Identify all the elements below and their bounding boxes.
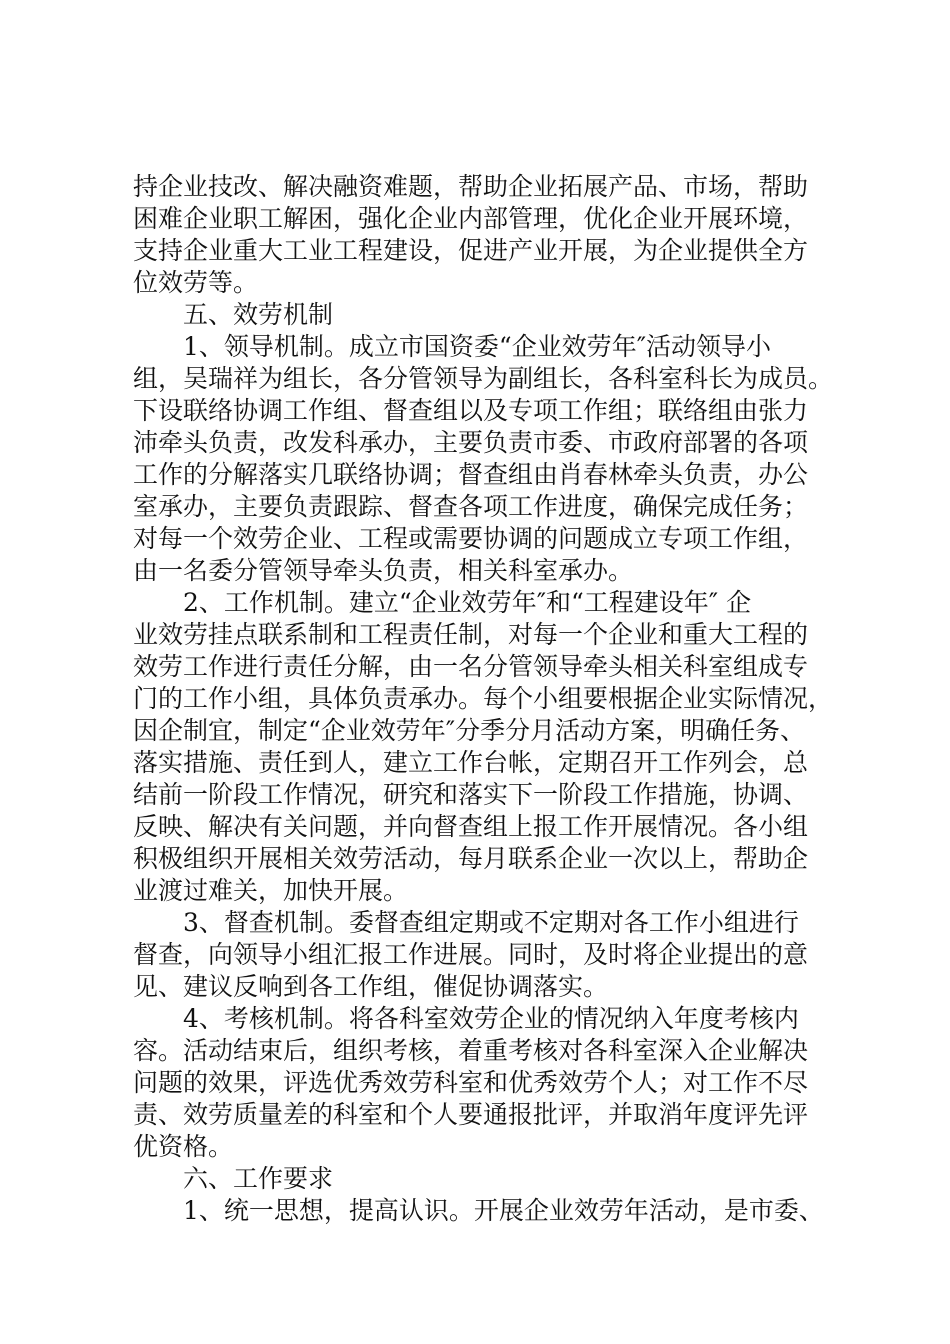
paragraph-first-line: 1、统一思想，提高认识。开展企业效劳年活动，是市委、	[183, 1196, 824, 1225]
text-line: 效劳工作进行责任分解，由一名分管领导牵头相关科室组成专	[133, 652, 809, 681]
paragraph-first-line: 六、工作要求	[183, 1164, 334, 1193]
text-line: 对每一个效劳企业、工程或需要协调的问题成立专项工作组，	[133, 524, 809, 553]
text-line: 沛牵头负责，改发科承办，主要负责市委、市政府部署的各项	[133, 428, 809, 457]
paragraph-first-line: 2、工作机制。建立“企业效劳年″和“工程建设年″ 企	[183, 588, 752, 617]
text-line: 下设联络协调工作组、督查组以及专项工作组；联络组由张力	[133, 396, 809, 425]
text-line: 容。活动结束后，组织考核，着重考核对各科室深入企业解决	[133, 1036, 809, 1065]
paragraph-first-line: 3、督查机制。委督查组定期或不定期对各工作小组进行	[183, 908, 799, 937]
text-line: 支持企业重大工业工程建设，促进产业开展，为企业提供全方	[133, 236, 809, 265]
text-line: 落实措施、责任到人，建立工作台帐，定期召开工作列会，总	[133, 748, 809, 777]
text-line: 业效劳挂点联系制和工程责任制，对每一个企业和重大工程的	[133, 620, 809, 649]
text-line: 室承办，主要负责跟踪、督查各项工作进度，确保完成任务；	[133, 492, 809, 521]
text-line: 积极组织开展相关效劳活动，每月联系企业一次以上，帮助企	[133, 844, 809, 873]
document-body	[133, 171, 833, 1227]
text-line: 因企制宜，制定“企业效劳年″分季分月活动方案，明确任务、	[133, 716, 806, 745]
paragraph-first-line: 五、效劳机制	[183, 300, 334, 329]
text-line: 组，吴瑞祥为组长，各分管领导为副组长，各科室科长为成员。	[133, 364, 834, 393]
text-line: 持企业技改、解决融资难题，帮助企业拓展产品、市场，帮助	[133, 172, 809, 201]
text-line: 优资格。	[133, 1132, 234, 1161]
text-line: 督查，向领导小组汇报工作进展。同时，及时将企业提出的意	[133, 940, 809, 969]
text-line: 反映、解决有关问题，并向督查组上报工作开展情况。各小组	[133, 812, 809, 841]
text-line: 责、效劳质量差的科室和个人要通报批评，并取消年度评先评	[133, 1100, 809, 1129]
text-line: 由一名委分管领导牵头负责，相关科室承办。	[133, 556, 634, 585]
text-line: 结前一阶段工作情况，研究和落实下一阶段工作措施，协调、	[133, 780, 809, 809]
paragraph-first-line: 1、领导机制。成立市国资委“企业效劳年″活动领导小	[183, 332, 772, 361]
text-line: 困难企业职工解困，强化企业内部管理，优化企业开展环境，	[133, 204, 809, 233]
text-line: 工作的分解落实几联络协调；督查组由肖春林牵头负责，办公	[133, 460, 809, 489]
text-line: 业渡过难关，加快开展。	[133, 876, 409, 905]
text-line: 门的工作小组，具体负责承办。每个小组要根据企业实际情况，	[133, 684, 834, 713]
text-line: 见、建议反响到各工作组，催促协调落实。	[133, 972, 609, 1001]
text-line: 位效劳等。	[133, 268, 259, 297]
text-line: 问题的效果，评选优秀效劳科室和优秀效劳个人；对工作不尽	[133, 1068, 809, 1097]
paragraph-first-line: 4、考核机制。将各科室效劳企业的情况纳入年度考核内	[183, 1004, 799, 1033]
